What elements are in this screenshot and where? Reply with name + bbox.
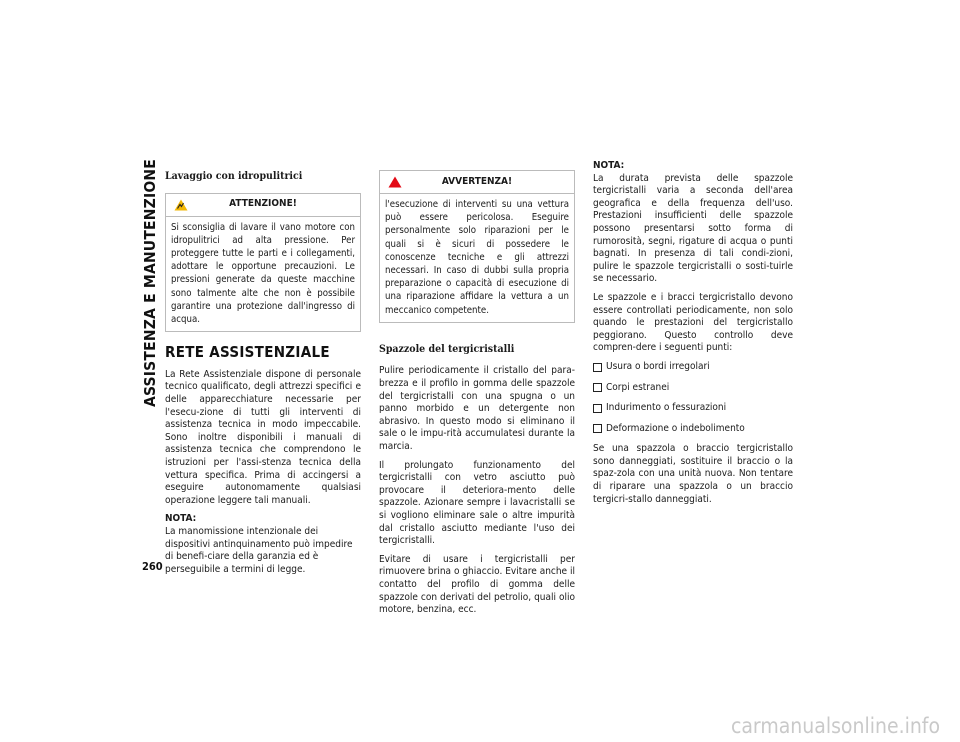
nota-label: NOTA: — [165, 513, 197, 525]
section-title-rete: RETE ASSISTENZIALE — [165, 343, 330, 362]
paragraph-sostituzione: Se una spazzola o braccio tergicristallo sono danneggiati, sostituire il braccio o la spaz-zola con una unità nuova. Non tentare di riparare una spazzola o un braccio tergicri-stallo danneggiati. — [593, 443, 793, 505]
paragraph-controllo: Le spazzole e i bracci tergicristallo devono essere controllati periodicamente, non solo quando le prestazioni del tergicristallo peggiorano. Questo controllo deve compren-dere i seguenti punti: — [593, 291, 793, 354]
heading-lavaggio: Lavaggio con idropulitrici — [165, 170, 303, 182]
checkbox-square-icon — [593, 363, 602, 372]
caution-callout-text: Si sconsiglia di lavare il vano motore con idropulitrici ad alta pressione. Per proteggere tutte le parti e i collegamenti, adottare le opportune precauzioni. Le pressioni generate da queste macchine sono talmente alte che non è possibile garantire una protezione dall'ingresso di acqua. — [171, 221, 355, 326]
paragraph-rete: La Rete Assistenziale dispone di personale tecnico qualificato, degli attrezzi specifici e delle apparecchiature necessarie per l'esecu-zione di tutti gli interventi di assistenza tecnica in modo impeccabile. Sono inoltre disponibili i manuali di assistenza tecnica che comprendono le istruzioni per l'assi-stenza tecnica della vettura specifica. Prima di accingersi a eseguire autonomamente qualsiasi operazione leggere tali manuali. — [165, 368, 361, 506]
caution-callout-title: ATTENZIONE! — [229, 198, 297, 210]
column-3 — [593, 160, 793, 512]
nota-label-2: NOTA: — [593, 160, 625, 171]
paragraph-spazzole-1: Pulire periodicamente il cristallo del para-brezza e il profilo in gomma delle spazzole del tergicristalli con una spugna o un panno morbido e un detergente non abrasivo. In questo modo si eliminano il sale o le impu-rità accumulatesi durante la marcia. — [379, 365, 575, 452]
heading-spazzole: Spazzole del tergicristalli — [379, 342, 515, 355]
paragraph-spazzole-3: Evitare di usare i tergicristalli per rimuovere brina o ghiaccio. Evitare anche il contatto del profilo di gomma delle spazzole con derivati del petrolio, quali olio motore, benzina, ecc. — [379, 553, 575, 616]
warning-callout-header — [380, 171, 574, 194]
list-item: Usura o bordi irregolari — [593, 361, 793, 374]
checkbox-square-icon — [593, 404, 602, 413]
page-number: 260 — [142, 560, 163, 573]
caution-callout — [165, 193, 361, 333]
nota-text: La manomissione intenzionale dei dispositivi antinquinamento può impedire di benefi-ciare della garanzia ed è perseguibile a termini di legge. — [165, 525, 353, 575]
sidebar-section-tab — [140, 159, 160, 407]
list-item: Corpi estranei — [593, 382, 793, 395]
list-item: Deformazione o indebolimento — [593, 423, 793, 436]
column-1 — [165, 170, 361, 582]
warning-callout — [379, 170, 575, 323]
section-title-vertical: ASSISTENZA E MANUTENZIONE — [141, 159, 160, 407]
warning-callout-text: l'esecuzione di interventi su una vettura può essere pericolosa. Eseguire personalmente solo riparazioni per le quali si è sicuri di possedere le conoscenze tecniche e gli attrezzi necessari. In caso di dubbi sulla propria preparazione o capacità di esecuzione di una riparazione affidare la vettura a un meccanico competente. — [385, 199, 569, 316]
paragraph-spazzole-2: Il prolungato funzionamento del tergicristalli con vetro asciutto può provocare il deteriora-mento delle spazzole. Azionare sempre i lavacristalli se si vogliono eliminare sale o altre impurità dal cristallo asciutto mediante l'uso dei tergicristalli. — [379, 459, 575, 547]
caution-callout-header — [166, 194, 360, 217]
watermark: carmanualsonline.info — [730, 714, 940, 738]
list-item: Indurimento o fessurazioni — [593, 402, 793, 415]
warning-callout-title: AVVERTENZA! — [441, 175, 513, 187]
checklist — [593, 361, 793, 435]
nota-text-2: La durata prevista delle spazzole tergicristalli varia a seconda dell'area geografica e della frequenza dell'uso. Prestazioni insufficienti delle spazzole possono presentarsi sotto forma di rumorosità, segni, rigature di acqua o punti bagnati. In presenza di tali condi-zioni, pulire le spazzole tergicristalli o sosti-tuirle se necessario. — [593, 172, 793, 285]
column-2 — [379, 170, 575, 623]
checkbox-square-icon — [593, 383, 602, 392]
checkbox-square-icon — [593, 424, 602, 433]
